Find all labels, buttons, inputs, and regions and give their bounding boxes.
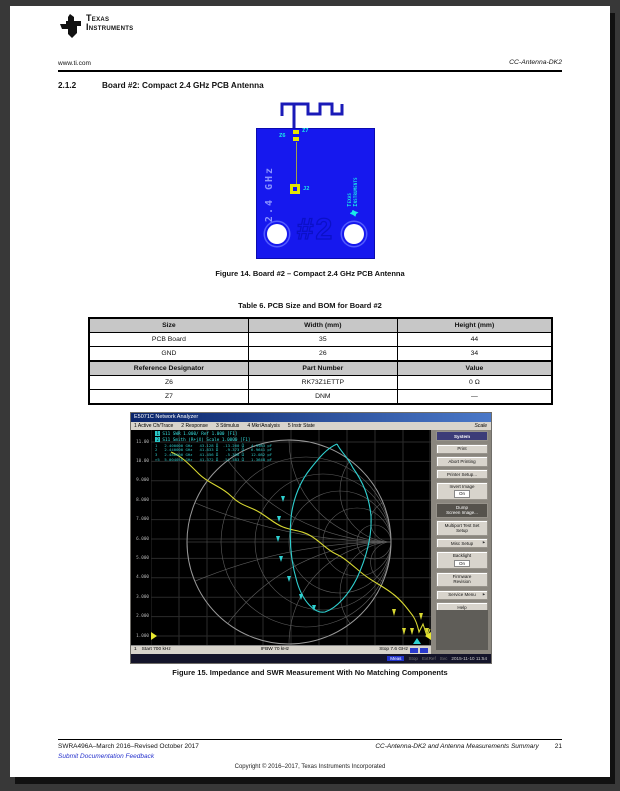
- feed-trace: [296, 142, 297, 186]
- table-row: GND 26 34: [89, 347, 552, 362]
- copyright: Copyright © 2016–2017, Texas Instruments Incorporated: [234, 764, 386, 770]
- menu-mkr-analysis: 4 Mkr/Analysis: [247, 423, 280, 429]
- softkey-help: Help: [436, 602, 488, 612]
- ti-bug-icon: [60, 14, 82, 38]
- feedback-link[interactable]: Submit Documentation Feedback: [58, 753, 155, 760]
- menu-active-ch-trace: 1 Active Ch/Trace: [134, 423, 174, 429]
- y-tick: 3.000: [136, 595, 149, 600]
- y-tick: 1.000: [136, 634, 149, 639]
- logo-line-1: Texas: [86, 13, 110, 23]
- pcb-label-z7: Z7: [302, 128, 309, 134]
- silk-line-2: Instruments: [353, 177, 359, 207]
- bom-table: [88, 317, 553, 405]
- doc-title: CC-Antenna-DK2 and Antenna Measurements Summary: [375, 743, 539, 750]
- status-chip: [410, 648, 418, 653]
- status-chip: [420, 648, 428, 653]
- menu-response: 2 Response: [181, 423, 208, 429]
- softkey-invert-image: Invert Image On: [436, 482, 488, 500]
- y-tick: 2.000: [136, 614, 149, 619]
- doc-code: CC-Antenna-DK2: [509, 59, 562, 66]
- y-tick: 5.000: [136, 556, 149, 561]
- silk-wordmark: [348, 177, 359, 206]
- figure-network-analyzer: [130, 412, 492, 664]
- ti-logo-wordmark: [86, 14, 133, 33]
- trace-info-block: [155, 431, 272, 462]
- page-number: 21: [554, 743, 562, 750]
- analyzer-status-bar: [131, 645, 431, 654]
- figure14-caption: Figure 14. Board #2 – Compact 2.4 GHz PCB Antenna: [215, 269, 405, 278]
- sweep-stop: Stop 7.6 GHz: [379, 647, 408, 652]
- pcb-frequency-label: 2.4 GHz: [264, 165, 275, 223]
- y-tick: 9.000: [136, 478, 149, 483]
- submenu-arrow-icon: ►: [482, 540, 486, 545]
- marker-readout: 2 2.440000 GHz 41.833 Ω -9.373 Ω 6.9641 pF: [155, 447, 273, 453]
- table-row: PCB Board 35 44: [89, 333, 552, 347]
- col-height: Height (mm): [397, 318, 552, 333]
- softkey-print: Print: [436, 444, 488, 454]
- softkey-firmware-revision: Firmware Revision: [436, 572, 488, 587]
- section-number: 2.1.2: [58, 81, 77, 90]
- sweep-start: Start 700 kHz: [141, 647, 171, 652]
- svc-indicator: Svc: [439, 656, 448, 661]
- softkey-printer-setup: Printer Setup...: [436, 469, 488, 479]
- impedance-trace: [290, 444, 371, 612]
- softkey-backlight: Backlight On: [436, 551, 488, 569]
- toggle-state: On: [454, 490, 470, 497]
- analyzer-menu-bar: [131, 422, 491, 430]
- softkey-menu-title: Scale: [474, 423, 487, 429]
- softkey-abort-printing: Abort Printing: [436, 456, 488, 466]
- col-size: Size: [89, 318, 248, 333]
- y-tick: 4.000: [136, 575, 149, 580]
- y-tick: 11.00: [136, 440, 149, 445]
- instrument-state-bar: [131, 654, 491, 663]
- trace1-chip: 1: [156, 431, 159, 436]
- meas-indicator: Meas: [387, 656, 404, 661]
- table-header-row: [89, 361, 552, 376]
- softkey-misc-setup: Misc Setup ►: [436, 538, 488, 548]
- ref-arrow-left: [151, 632, 157, 640]
- y-tick: 10.00: [136, 459, 149, 464]
- menu-stimulus: 3 Stimulus: [215, 423, 240, 429]
- silk-line-1: Texas: [347, 192, 354, 207]
- section-title: Board #2: Compact 2.4 GHz PCB Antenna: [102, 81, 264, 90]
- table-header-row: [89, 318, 552, 333]
- y-tick: 7.000: [136, 517, 149, 522]
- marker-readout: 1 2.400000 GHz 43.128 Ω -13.260 Ω 4.9983 pF: [155, 442, 273, 448]
- pcb-label-z6: Z6: [279, 133, 286, 139]
- col-refdes: Reference Designator: [89, 361, 248, 376]
- col-partnumber: Part Number: [248, 361, 397, 376]
- table-row: Z7 DNM —: [89, 390, 552, 405]
- trace1-definition: S11 SWR 1.000/ Ref 1.000 [F1]: [162, 432, 238, 437]
- doc-id: SWRA496A–March 2016–Revised October 2017: [58, 743, 199, 750]
- table6-title: Table 6. PCB Size and BOM for Board #2: [238, 301, 382, 310]
- datetime: 2015-11-10 11:54: [451, 656, 487, 661]
- sidebar-blank-area: [436, 610, 488, 650]
- toggle-state: On: [454, 560, 470, 567]
- table-row: Z6 RK73Z1ETTP 0 Ω: [89, 376, 552, 390]
- smith-chart-plot: [131, 430, 431, 645]
- pad-z7: [293, 130, 299, 134]
- trace2-chip: 2: [156, 437, 159, 443]
- trace2-definition: S11 Smith (R+jX) Scale 1.0000 [F1]: [162, 438, 251, 444]
- col-width: Width (mm): [248, 318, 397, 333]
- pcb-label-j2: J2: [303, 186, 310, 192]
- channel-number: 1: [134, 647, 137, 652]
- softkey-multiport-test-set: Multiport Test Set Setup: [436, 520, 488, 535]
- footer-rule: [58, 739, 562, 740]
- antenna-meander-trace: [278, 98, 348, 130]
- submenu-arrow-icon: ►: [482, 591, 486, 597]
- y-tick: 6.000: [136, 537, 149, 542]
- stop-indicator: Stop: [408, 656, 418, 661]
- marker-readout: >5 5.004050 GHz 41.372 Ω -51.583 Ω 1.3648 pF: [155, 456, 273, 462]
- logo-line-2: Instruments: [86, 22, 134, 33]
- header-rule: [58, 70, 562, 72]
- site-url: www.ti.com: [58, 60, 91, 67]
- section-heading: [58, 81, 264, 90]
- marker-readout: 3 2.480000 GHz 41.456 Ω -5.308 Ω 12.082 pF: [155, 452, 273, 458]
- pad-z6: [293, 137, 299, 141]
- analyzer-window-title: E5071C Network Analyzer: [131, 413, 491, 422]
- menu-instr-state: 5 Instr State: [287, 423, 315, 429]
- figure15-caption: Figure 15. Impedance and SWR Measurement With No Matching Components: [172, 668, 448, 677]
- pad-j2: [290, 184, 300, 194]
- softkey-system: System: [436, 431, 488, 441]
- board-number: #2: [296, 213, 335, 246]
- marker-arrow-bottom: [413, 638, 421, 644]
- ti-logo: [60, 14, 133, 38]
- softkey-dump-screen-image: Dump Screen Image...: [436, 503, 488, 518]
- extref-indicator: ExtRef: [421, 656, 436, 661]
- y-tick: 8.000: [136, 498, 149, 503]
- col-value: Value: [397, 361, 552, 376]
- softkey-service-menu: Service Menu ►: [436, 590, 488, 600]
- document-page: [10, 6, 610, 777]
- figure-pcb-antenna: [255, 98, 375, 260]
- footer-right: [375, 743, 562, 750]
- pcb-board: [256, 128, 375, 259]
- ifbw: IFBW 70 kHz: [260, 647, 290, 652]
